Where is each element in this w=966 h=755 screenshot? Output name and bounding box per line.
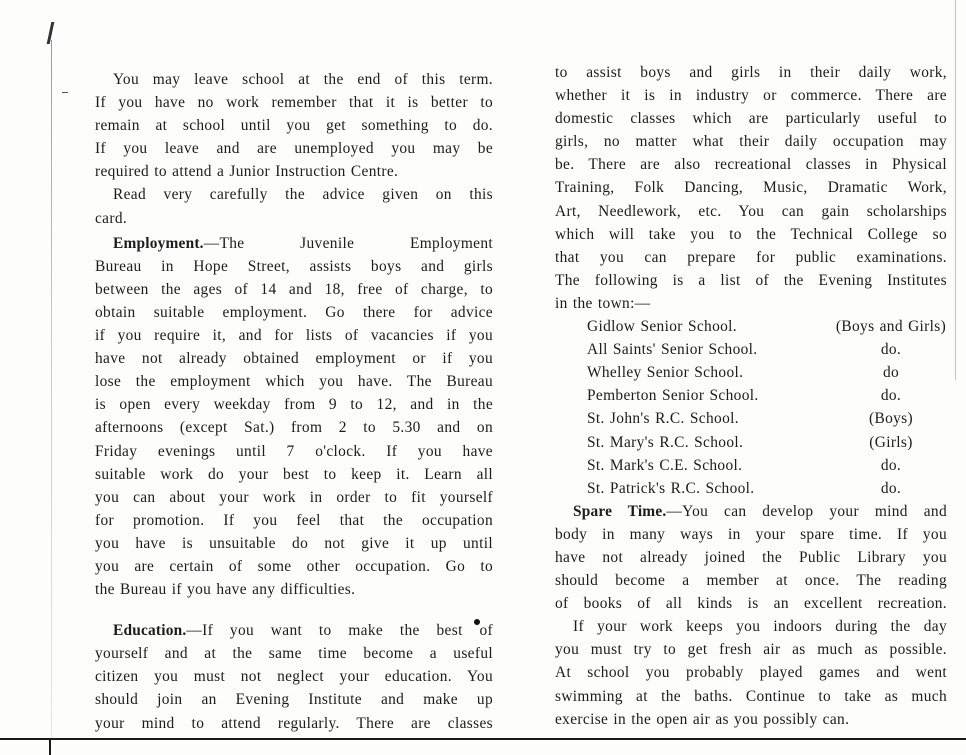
left-text-column xyxy=(95,68,493,735)
institute-row xyxy=(555,361,947,384)
institute-name: St. John's R.C. School. xyxy=(587,410,739,428)
education-heading: Education. xyxy=(113,622,187,640)
institute-row xyxy=(555,315,947,338)
outdoor-line: swimming at the baths. Continue to take as much xyxy=(555,687,947,705)
continuation-line: that you can prepare for public examinations. xyxy=(555,248,947,266)
institute-name: Whelley Senior School. xyxy=(587,364,744,382)
education-line: should join an Evening Institute and make up xyxy=(95,691,493,709)
employment-line: obtain suitable employment. Go there for advice xyxy=(95,303,493,321)
outdoor-line: At school you probably played games and went xyxy=(555,664,947,682)
spare-time-line: of books of all kinds is an excellent recreation. xyxy=(555,595,947,613)
employment-line: you are certain of some other occupation. Go to xyxy=(95,557,493,575)
employment-line: you have is unsuitable do not give it up until xyxy=(95,534,493,552)
margin-ink-tick xyxy=(62,92,68,93)
right-text-column xyxy=(555,61,947,731)
institute-note: do. xyxy=(880,341,902,359)
intro-paragraph xyxy=(95,68,493,183)
institute-name: Pemberton Senior School. xyxy=(587,387,759,405)
continuation-line: The following is a list of the Evening Institutes xyxy=(555,271,947,289)
institute-note: do xyxy=(882,364,900,382)
spare-time-heading: Spare Time. xyxy=(573,502,667,520)
institute-row xyxy=(555,477,947,500)
employment-line: —The Juvenile Employment xyxy=(203,234,493,252)
education-line: your mind to attend regularly. There are classes xyxy=(95,714,493,732)
continuation-line: girls, no matter what their daily occupation may xyxy=(555,133,947,151)
advice-line: Read very carefully the advice given on this xyxy=(113,186,493,204)
employment-line: Friday evenings until 7 o'clock. If you have xyxy=(95,442,493,460)
institute-note: (Boys and Girls) xyxy=(835,318,947,336)
education-paragraph xyxy=(95,619,493,734)
spare-time-line: body in many ways in your spare time. If you xyxy=(555,525,947,543)
institute-note: do. xyxy=(880,456,902,474)
intro-line: You may leave school at the end of this term. xyxy=(113,71,493,88)
continuation-line: whether it is in industry or commerce. There are xyxy=(555,87,947,105)
employment-paragraph xyxy=(95,232,493,602)
employment-line: the Bureau if you have any difficulties. xyxy=(95,581,356,599)
education-line: yourself and at the same time become a useful xyxy=(95,645,493,663)
continuation-line: Art, Needlework, etc. You can gain scholarships xyxy=(555,202,947,220)
employment-line: Bureau in Hope Street, assists boys and girls xyxy=(95,257,493,275)
outdoor-line: exercise in the open air as you possibly can. xyxy=(555,710,850,728)
employment-line: suitable work do your best to keep it. Learn all xyxy=(95,465,493,483)
institute-row xyxy=(555,384,947,407)
right-edge-line xyxy=(955,0,956,380)
intro-line: required to attend a Junior Instruction Centre. xyxy=(95,163,399,181)
institute-name: St. Mark's C.E. School. xyxy=(587,456,743,474)
intro-line: If you leave and are unemployed you may be xyxy=(95,140,493,158)
employment-line: is open every weekday from 9 to 12, and in the xyxy=(95,396,493,414)
intro-line: remain at school until you get something to do. xyxy=(95,117,493,135)
institute-row xyxy=(555,454,947,477)
education-line: —If you want to make the best of xyxy=(186,622,493,640)
continuation-line: domestic classes which are particularly useful to xyxy=(555,110,947,128)
continuation-line: be. There are also recreational classes in Physical xyxy=(555,156,947,174)
institute-name: St. Patrick's R.C. School. xyxy=(587,479,755,497)
employment-line: afternoons (except Sat.) from 2 to 5.30 and on xyxy=(95,419,493,437)
outdoor-line: you must try to get fresh air as much as possible. xyxy=(555,641,947,659)
employment-first-line xyxy=(95,232,493,255)
institute-row xyxy=(555,431,947,454)
spare-time-line: should become a member at once. The reading xyxy=(555,572,947,590)
education-first-line xyxy=(95,619,493,642)
spare-time-line: have not already joined the Public Library you xyxy=(555,548,947,566)
institute-note: do. xyxy=(880,479,902,497)
education-line: citizen you must not neglect your education. You xyxy=(95,668,493,686)
employment-heading: Employment. xyxy=(113,234,204,252)
employment-line: have not already obtained employment or if you xyxy=(95,350,493,368)
intro-line: If you have no work remember that it is better to xyxy=(95,94,493,112)
continuation-line: in the town:— xyxy=(555,294,651,312)
continuation-line: which will take you to the Technical College so xyxy=(555,225,947,243)
spare-time-first-line xyxy=(555,500,947,523)
advice-line: card. xyxy=(95,209,128,227)
institute-note: (Girls) xyxy=(869,433,913,451)
outdoor-paragraph xyxy=(555,615,947,730)
bottom-edge-tick xyxy=(49,740,51,755)
continuation-line: to assist boys and girls in their daily work, xyxy=(555,64,947,81)
institute-name: All Saints' Senior School. xyxy=(587,341,758,359)
institute-row xyxy=(555,338,947,361)
bottom-edge-line xyxy=(0,738,966,740)
institute-note: (Boys) xyxy=(869,410,913,428)
employment-line: between the ages of 14 and 18, free of charge, to xyxy=(95,280,493,298)
left-fold-line xyxy=(51,40,52,740)
employment-line: lose the employment which you have. The Bureau xyxy=(95,373,493,391)
spare-time-line: —You can develop your mind and xyxy=(666,502,947,520)
institute-note: do. xyxy=(880,387,902,405)
evening-institutes-list xyxy=(555,315,947,500)
institute-row xyxy=(555,407,947,430)
education-continuation-paragraph xyxy=(555,61,947,315)
employment-line: for promotion. If you feel that the occupation xyxy=(95,511,493,529)
institute-name: Gidlow Senior School. xyxy=(587,318,737,336)
employment-line: if you require it, and for lists of vacancies if you xyxy=(95,327,493,345)
continuation-line: Training, Folk Dancing, Music, Dramatic Work, xyxy=(555,179,947,197)
spare-time-paragraph xyxy=(555,500,947,615)
employment-line: you can about your work in order to fit yourself xyxy=(95,488,493,506)
institute-name: St. Mary's R.C. School. xyxy=(587,433,744,451)
outdoor-line: If your work keeps you indoors during the day xyxy=(573,618,947,636)
advice-paragraph xyxy=(95,183,493,229)
